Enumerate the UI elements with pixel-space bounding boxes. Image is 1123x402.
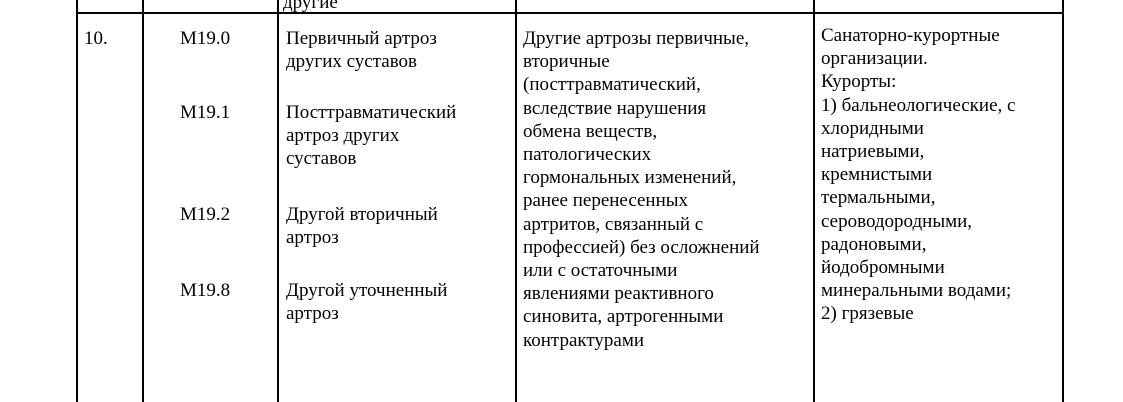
text-line: гормональных изменений, — [523, 167, 737, 189]
text-line: кремнистыми — [821, 164, 933, 186]
column-divider-4 — [813, 0, 815, 402]
row-separator — [76, 12, 1064, 14]
diagnosis-name — [286, 279, 447, 325]
diagnosis-name — [286, 203, 438, 249]
text-line: 1) бальнеологические, с — [821, 94, 1016, 116]
text-line: артритов, связанный с — [523, 213, 704, 235]
text-line: явлениями реактивного — [523, 283, 714, 305]
text-line: 2) грязевые — [821, 303, 914, 325]
row-number: 10. — [84, 28, 108, 49]
diagnosis-name — [286, 101, 456, 171]
text-line: натриевыми, — [821, 141, 925, 163]
text-line: вследствие нарушения — [523, 97, 707, 119]
icd-code: M19.0 — [180, 28, 231, 49]
text-line: Посттравматический — [286, 102, 457, 123]
text-line: других суставов — [286, 51, 418, 73]
column-divider-1 — [142, 0, 144, 402]
text-line: вторичные — [523, 51, 610, 73]
text-line: патологических — [523, 144, 652, 166]
text-line: Другой уточненный — [286, 280, 448, 301]
text-line: или с остаточными — [523, 260, 678, 282]
column-divider-3 — [515, 0, 517, 402]
text-line: организации. — [821, 48, 928, 70]
text-line: контрактурами — [523, 329, 645, 351]
icd-code: M19.2 — [180, 204, 231, 225]
text-line: ранее перенесенных — [523, 190, 689, 212]
text-line: суставов — [286, 148, 357, 170]
text-line: артроз других — [286, 125, 400, 147]
text-line: Другие артрозы первичные, — [523, 28, 750, 49]
text-line: термальными, — [821, 187, 936, 209]
resort-recommendations — [821, 24, 1015, 326]
table-border-left — [76, 0, 78, 402]
text-line: синовита, артрогенными — [523, 306, 724, 328]
text-line: Санаторно-курортные — [821, 25, 1000, 46]
icd-code: M19.1 — [180, 102, 231, 123]
text-line: артроз — [286, 227, 339, 249]
clinical-description — [523, 27, 760, 352]
text-line: обмена веществ, — [523, 120, 658, 142]
text-line: Курорты: — [821, 71, 897, 93]
text-line: Первичный артроз — [286, 28, 437, 49]
table-border-right — [1062, 0, 1064, 402]
text-line: минеральными водами; — [821, 280, 1012, 302]
text-line: (посттравматический, — [523, 74, 701, 96]
column-divider-2 — [277, 0, 279, 402]
text-line: радоновыми, — [821, 233, 927, 255]
diagnosis-name — [286, 27, 437, 73]
icd-code: M19.8 — [180, 280, 231, 301]
text-line: профессией) без осложнений — [523, 236, 760, 258]
previous-row-fragment: другие — [283, 0, 338, 13]
text-line: артроз — [286, 303, 339, 325]
text-line: сероводородными, — [821, 210, 973, 232]
text-line: йодобромными — [821, 257, 945, 279]
text-line: Другой вторичный — [286, 204, 438, 225]
text-line: хлоридными — [821, 117, 924, 139]
